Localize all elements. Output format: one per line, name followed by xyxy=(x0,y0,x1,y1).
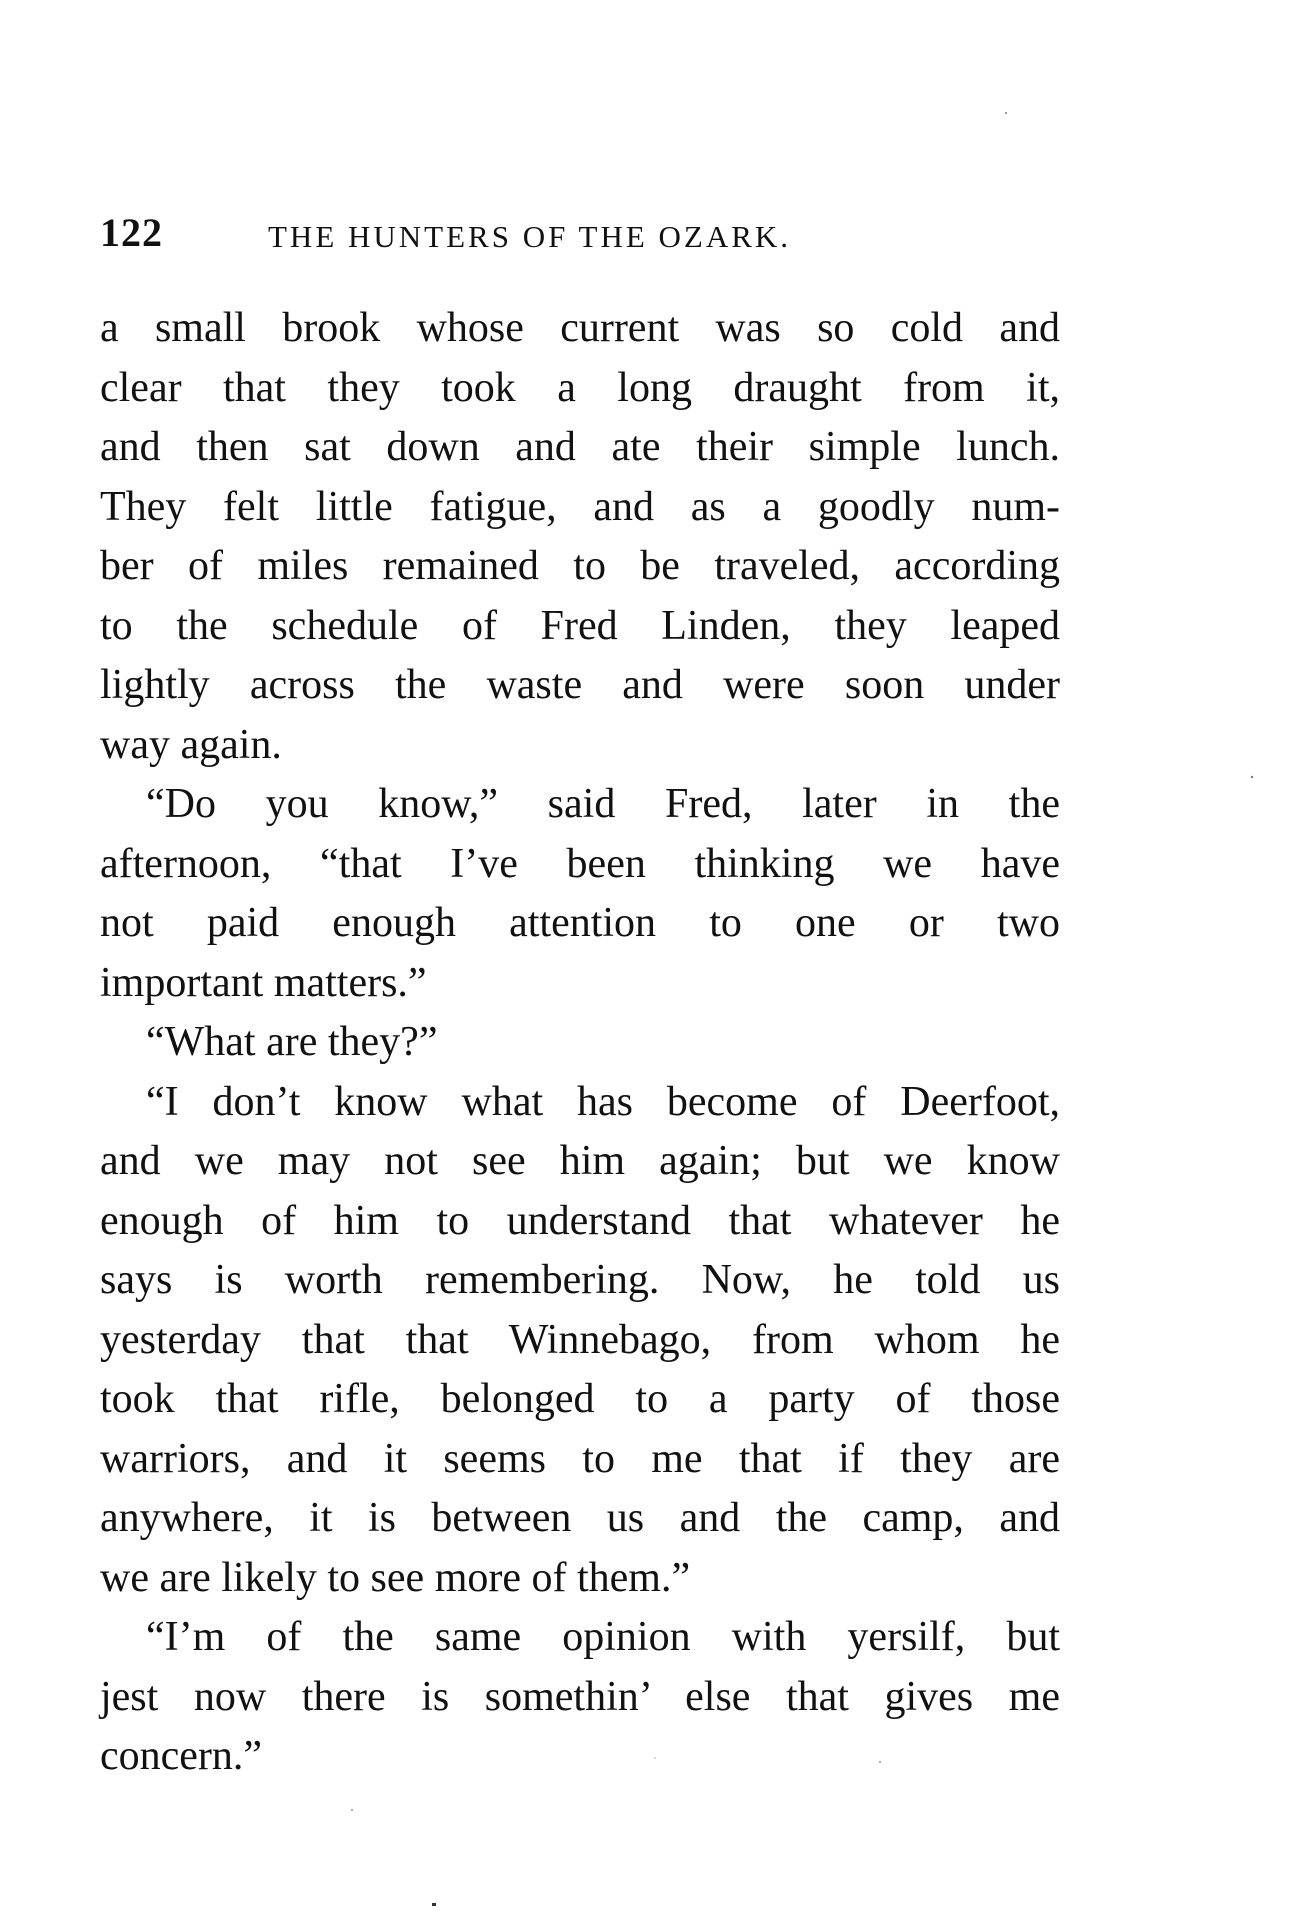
text-line: afternoon, “that I’ve been thinking we have xyxy=(100,840,1060,887)
text-line: anywhere, it is between us and the camp, and xyxy=(100,1495,1060,1541)
text-line: ber of miles remained to be traveled, according xyxy=(100,543,1060,589)
text-line: “What are they?” xyxy=(146,1019,438,1065)
text-line: says is worth remembering. Now, he told us xyxy=(100,1257,1060,1303)
text-line: “I don’t know what has become of Deerfoot, xyxy=(146,1078,1060,1125)
text-line: took that rifle, belonged to a party of those xyxy=(100,1376,1060,1422)
text-line: clear that they took a long draught from it, xyxy=(100,364,1060,411)
text-line: to the schedule of Fred Linden, they leaped xyxy=(100,602,1060,649)
text-line: enough of him to understand that whatever he xyxy=(100,1197,1060,1244)
text-line: way again. xyxy=(100,721,282,768)
text-line: jest now there is somethin’ else that gives me xyxy=(100,1673,1060,1720)
running-title: THE HUNTERS OF THE OZARK. xyxy=(268,219,792,254)
text-line: They felt little fatigue, and as a goodly num- xyxy=(100,483,1060,530)
body-text xyxy=(100,299,1060,1787)
text-line: and we may not see him again; but we know xyxy=(100,1138,1060,1184)
text-line: concern.” xyxy=(100,1733,263,1779)
text-line: “I’m of the same opinion with yersilf, but xyxy=(146,1614,1060,1660)
text-line: a small brook whose current was so cold and xyxy=(100,305,1060,351)
text-line: warriors, and it seems to me that if they are xyxy=(100,1435,1060,1482)
text-line: “Do you know,” said Fred, later in the xyxy=(146,781,1060,827)
text-line: not paid enough attention to one or two xyxy=(100,900,1060,946)
text-line: important matters.” xyxy=(100,959,427,1006)
text-line: we are likely to see more of them.” xyxy=(100,1554,691,1601)
text-line: and then sat down and ate their simple lunch. xyxy=(100,424,1060,470)
text-line: yesterday that that Winnebago, from whom he xyxy=(100,1316,1060,1363)
page-number: 122 xyxy=(100,210,163,255)
page-header xyxy=(100,208,1060,258)
text-line: lightly across the waste and were soon under xyxy=(100,662,1060,708)
